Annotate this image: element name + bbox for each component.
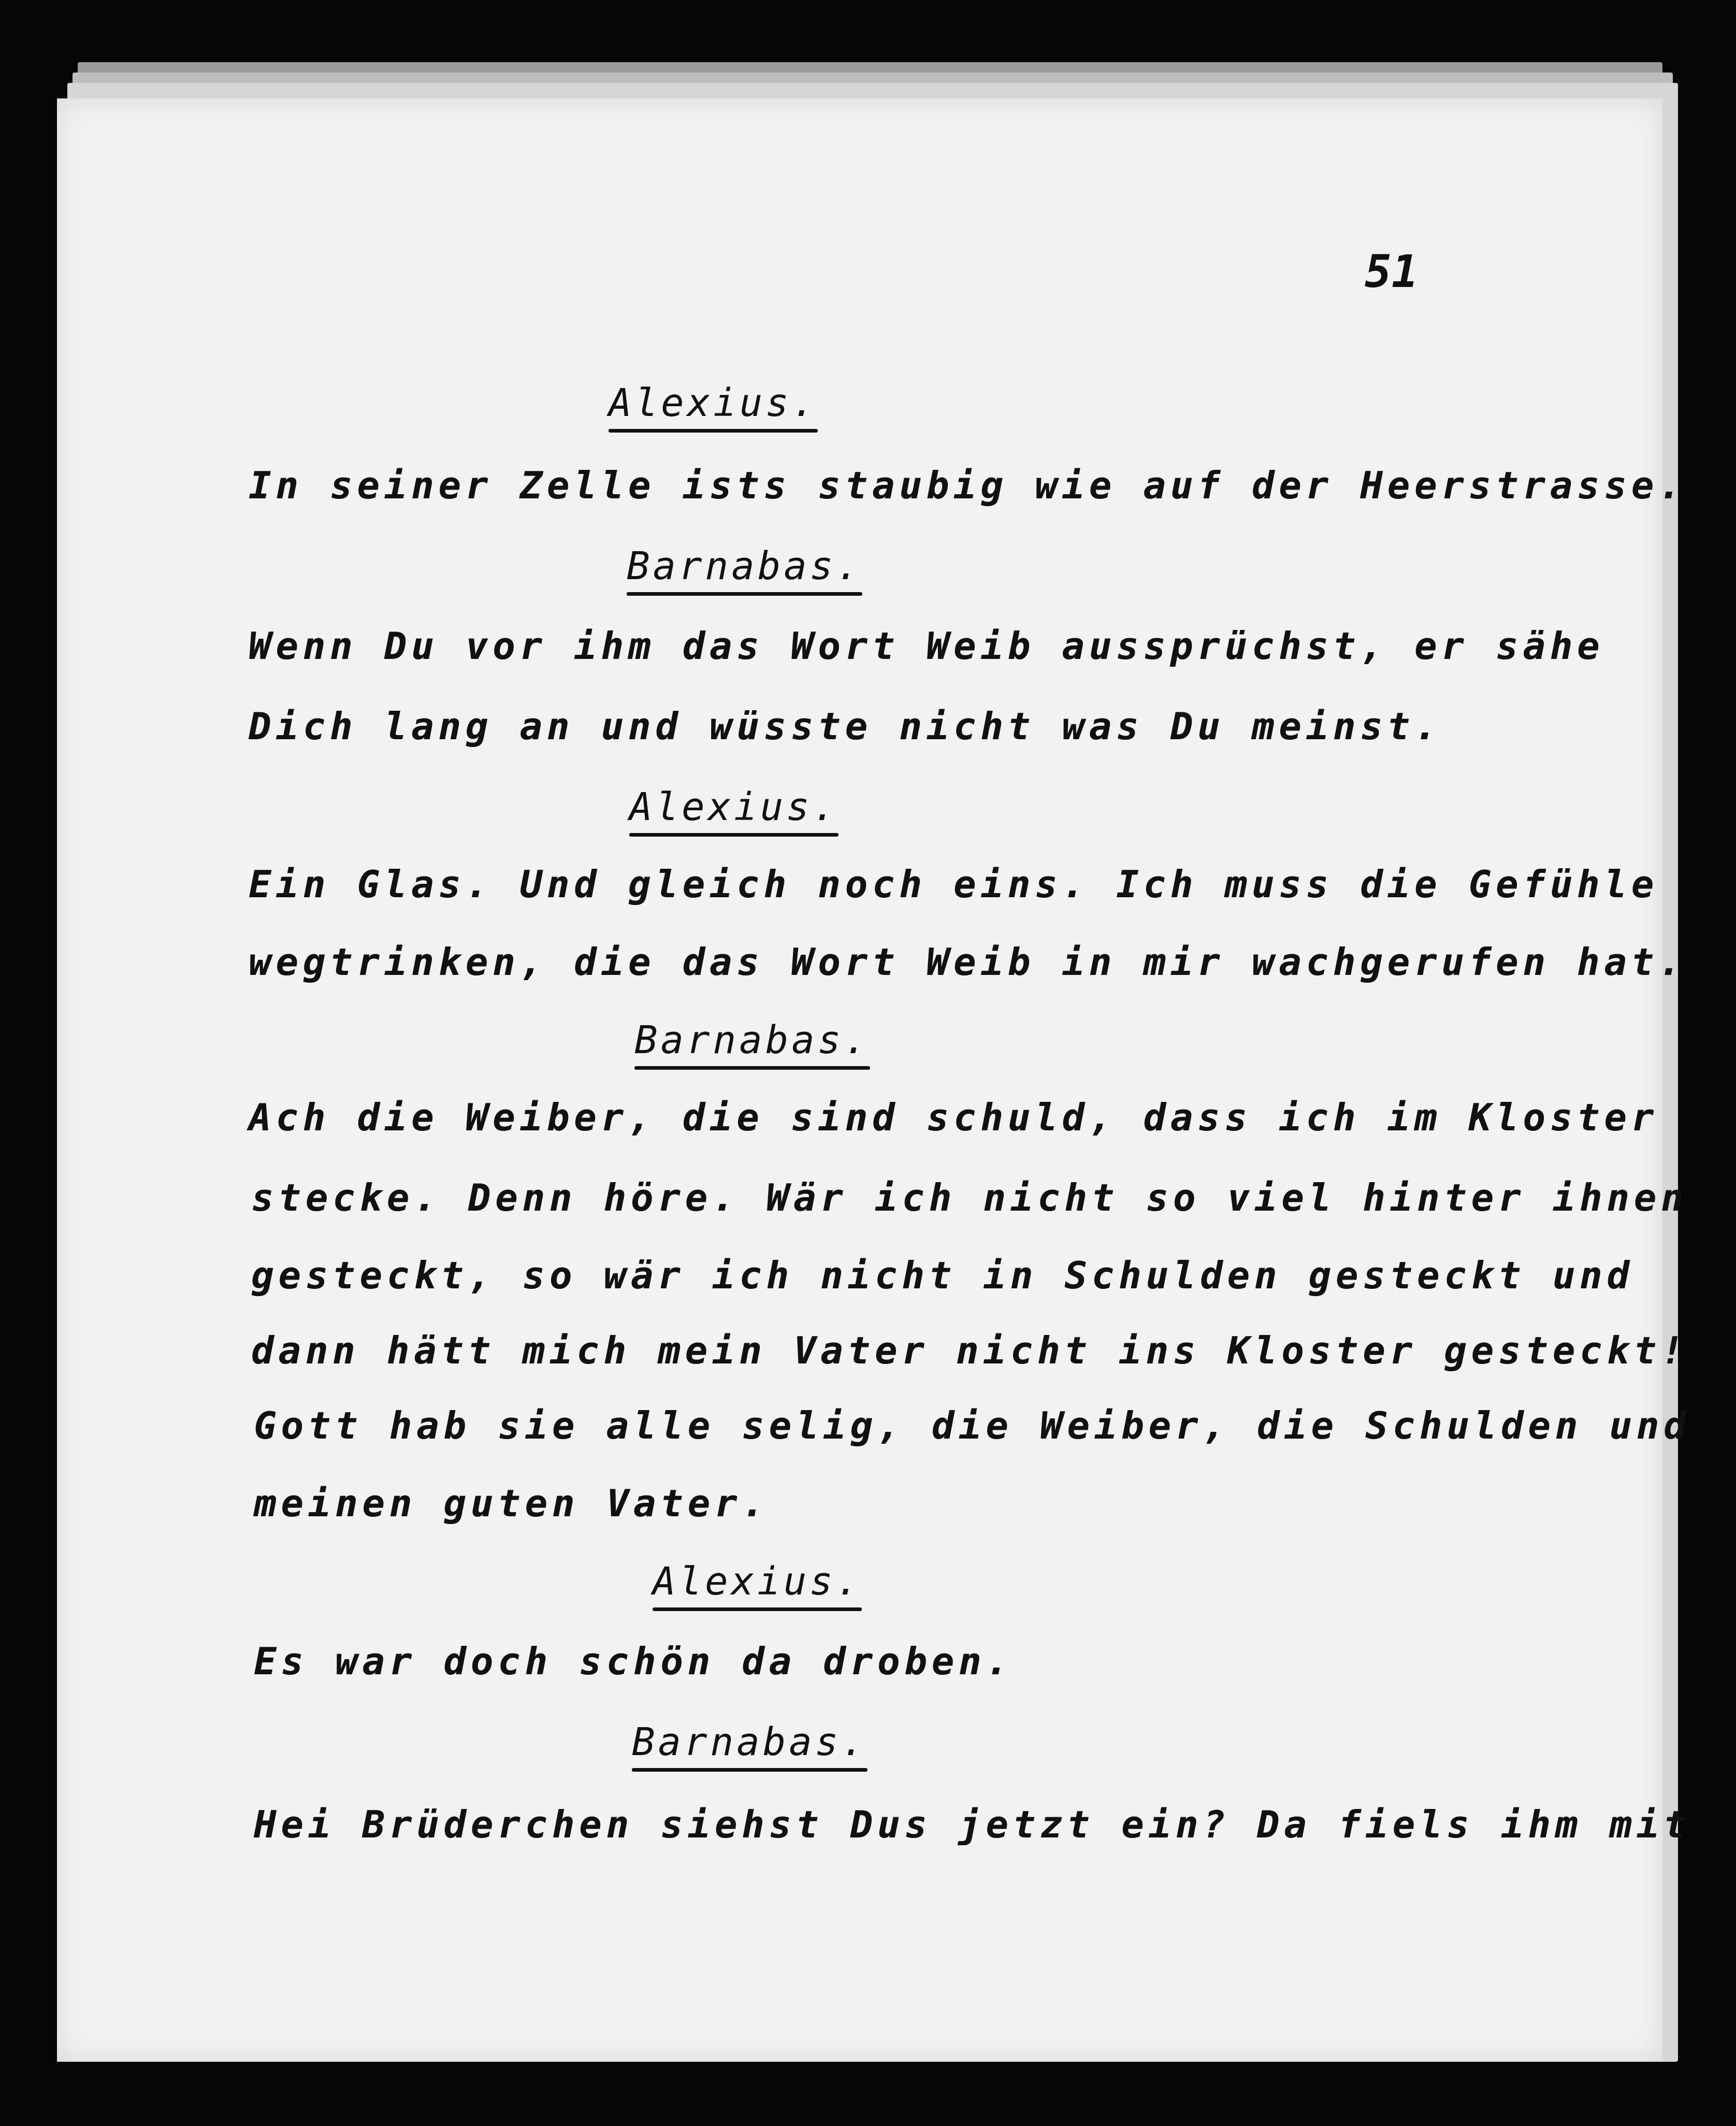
- speaker-name: Alexius.: [629, 785, 839, 829]
- speaker-name: Barnabas.: [632, 1720, 867, 1764]
- dialogue-line: Es war doch schön da droben.: [254, 1640, 1013, 1683]
- dialogue-line: Ein Glas. Und gleich noch eins. Ich muss die Gefühle: [249, 863, 1659, 906]
- speaker-name: Alexius.: [653, 1559, 862, 1604]
- typewritten-page: [57, 98, 1691, 2062]
- dialogue-line: Gott hab sie alle selig, die Weiber, die Schulden und: [254, 1404, 1691, 1447]
- speaker-name: Alexius.: [609, 381, 818, 425]
- dialogue-line: Ach die Weiber, die sind schuld, dass ich im Kloster: [249, 1096, 1659, 1139]
- dialogue-line: Wenn Du vor ihm das Wort Weib aussprüchst, er sähe: [249, 624, 1604, 668]
- dialogue-line: meinen guten Vater.: [254, 1482, 769, 1525]
- dialogue-line: stecke. Denn höre. Wär ich nicht so viel hinter ihnen: [251, 1176, 1688, 1219]
- page-number: 51: [1365, 246, 1419, 298]
- dialogue-line: In seiner Zelle ists staubig wie auf der Heerstrasse.: [249, 464, 1686, 507]
- dialogue-line: wegtrinken, die das Wort Weib in mir wachgerufen hat.: [249, 940, 1686, 984]
- dialogue-line: Dich lang an und wüsste nicht was Du meinst.: [249, 705, 1442, 748]
- speaker-name: Barnabas.: [627, 544, 862, 588]
- dialogue-line: gesteckt, so wär ich nicht in Schulden gesteckt und: [251, 1254, 1634, 1297]
- speaker-name: Barnabas.: [634, 1018, 870, 1062]
- dialogue-line: dann hätt mich mein Vater nicht ins Kloster gesteckt!: [251, 1329, 1688, 1372]
- dialogue-line: Hei Brüderchen siehst Dus jetzt ein? Da fiels ihm mit: [254, 1803, 1691, 1846]
